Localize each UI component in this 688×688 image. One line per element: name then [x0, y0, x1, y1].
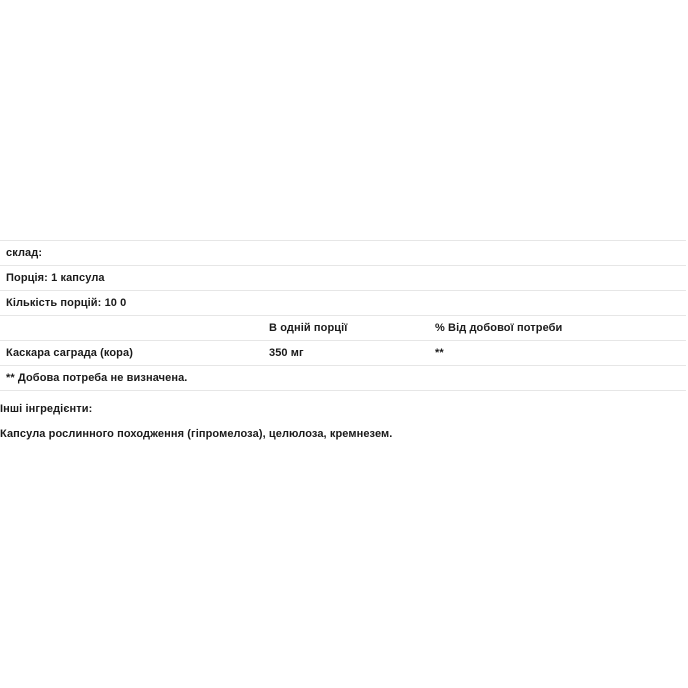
per-serving-header: В одній порції: [269, 322, 348, 334]
serving-size: Порція: 1 капсула: [6, 272, 105, 284]
footnote: ** Добова потреба не визначена.: [6, 372, 188, 384]
ingredient-daily-value: **: [435, 347, 444, 359]
facts-heading-row: [0, 241, 686, 266]
facts-heading: склад:: [6, 247, 43, 259]
other-ingredients-text: Капсула рослинного походження (гіпромелоза), целюлоза, кремнезем.: [0, 428, 393, 440]
column-header-row: [0, 316, 686, 341]
ingredient-amount: 350 мг: [269, 347, 304, 359]
other-ingredients-label: Інші інгредієнти:: [0, 403, 93, 415]
servings-count: Кількість порцій: 10 0: [6, 297, 127, 309]
servings-count-row: [0, 291, 686, 316]
supplement-facts-table: [0, 240, 686, 391]
footnote-row: [0, 366, 686, 391]
ingredient-name: Каскара саграда (кора): [6, 347, 133, 359]
ingredient-row: [0, 341, 686, 366]
serving-size-row: [0, 266, 686, 291]
daily-value-header: % Від добової потреби: [435, 322, 563, 334]
